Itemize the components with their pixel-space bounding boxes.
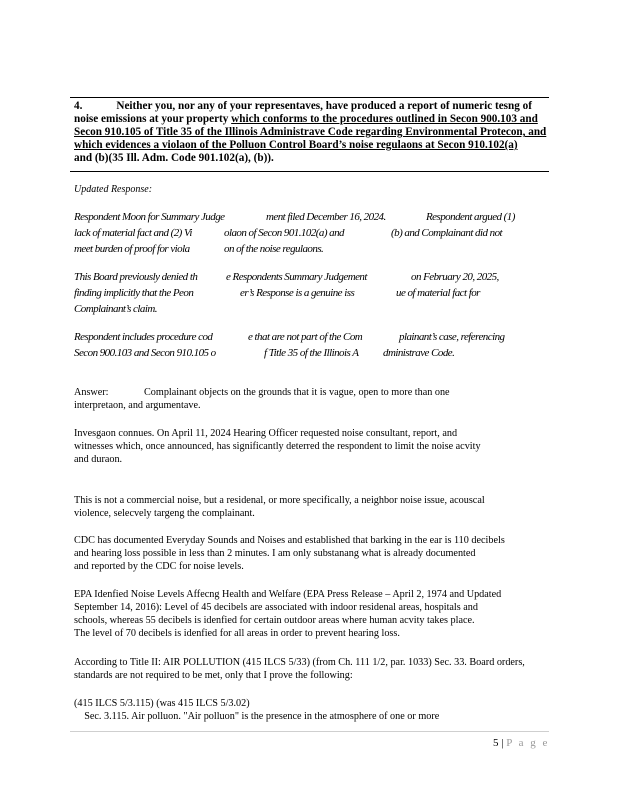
updated-row: This Board previously denied th <box>74 271 198 283</box>
updated-row: f Title 35 of the Illinois A <box>264 347 359 359</box>
page-footer <box>493 737 549 749</box>
updated-row: (b) and Complainant did not <box>391 227 503 239</box>
updated-row: Secon 900.103 and Secon 910.105 o <box>74 347 216 359</box>
question-line-4: which evidences a violaon of the Polluon Control Board’s noise regulaons at Secon 910.102(a) <box>74 139 518 151</box>
footer-separator: | <box>498 737 507 749</box>
question-number: 4. <box>74 100 83 112</box>
updated-response-block <box>74 209 544 369</box>
updated-row: meet burden of proof for viola <box>74 243 190 255</box>
question-line-3a: Secon 910.105 of Title 35 of the Illinois Administrave Code <box>74 126 353 138</box>
updated-row: dministrave Code. <box>383 347 455 359</box>
question-line-1: Neither you, nor any of your representaves, have produced a report of numeric tesng of <box>116 100 532 112</box>
updated-row: ment filed December 16, 2024. <box>266 211 386 223</box>
top-rule <box>70 97 549 98</box>
updated-row: e Respondents Summary Judgement <box>226 271 367 283</box>
footer-rule <box>70 731 549 732</box>
updated-row: Respondent Moon for Summary Judge <box>74 211 225 223</box>
updated-row: Respondent argued (1) <box>426 211 515 223</box>
question-line-2a: noise emissions at your property <box>74 113 232 125</box>
answer-block <box>74 386 554 416</box>
question-line-5: and (b)(35 Ill. Adm. Code 901.102(a), (b)). <box>74 152 274 164</box>
updated-row: e that are not part of the Com <box>248 331 363 343</box>
page-number: 5 <box>493 737 499 749</box>
updated-row: Respondent includes procedure cod <box>74 331 213 343</box>
bottom-rule <box>70 171 549 172</box>
page-word: P a g e <box>506 737 550 749</box>
updated-row: lack of material fact and (2) Vi <box>74 227 192 239</box>
updated-row: on of the noise regulaons. <box>224 243 324 255</box>
answer-label: Answer: <box>74 387 109 398</box>
updated-row: ue of material fact for <box>396 287 480 299</box>
updated-response-label: Updated Response: <box>74 184 153 195</box>
answer-line-2: interpretaon, and argumentave. <box>74 400 201 411</box>
updated-row: Complainant’s claim. <box>74 303 157 315</box>
question-line-2b: which conforms to the procedures outlined in Secon 900.103 and <box>231 113 538 125</box>
question-line-3b: regarding Environmental Protecon, and <box>352 126 547 138</box>
updated-row: on February 20, 2025, <box>411 271 499 283</box>
updated-row: er’s Response is a genuine iss <box>240 287 355 299</box>
answer-line-1: Complainant objects on the grounds that it is vague, open to more than one <box>144 387 450 398</box>
document-page: 4. Neither you, nor any of your representaves, have produced a report of numeric tesng of noise emissions at your property which conforms to the procedures outlined in Secon 900.103 and Secon 910.105 of Title 35 of the Illinois Administrave Code regarding Environmental Protecon, and which evidences a violaon of the Polluon Control Board’s noise regulaons at Secon 910.102(a) and (b)(35 Ill. Adm. Code 901.102(a), (b)). Updated Response: Respondent Moon for Summary Judge ment filed December 16, 2024. Respondent argued (1) lack of material fact and (2) Vi olaon of Secon 901.102(a) and (b) and Complainant did not meet burden of proof for viola on of the noise regulaons. This Board previously denied th e Respondents Summary Judgement on February 20, 2025, finding implicitly that the Peon er’s Response is a genuine iss ue of material fact for Complainant’s claim. Respondent includes procedure cod e that are not part of the Com plainant’s case, referencing Secon 900.103 and Secon 910.105 o f Title 35 of the Illinois A dministrave Code. Answer: Complainant objects on the grounds that it is vague, open to more than one interpretaon, and argumentave. Invesgaon connues. On April 11, 2024 Hearing Officer requested noise consultant, report, and witnesses which, once announced, has significantly deterred the respondent to limit the noise acvity and duraon. This is not a commercial noise, but a residenal, or more specifically, a neighbor noise issue, acouscal violence, selecvely targeng the complainant. CDC has documented Everyday Sounds and Noises and established that barking in the ear is 110 decibels and hearing loss possible in less than 2 minutes. I am only substanang what is already documented and reported by the CDC for noise levels. EPA Idenfied Noise Levels Affecng Health and Welfare (EPA Press Release – April 2, 1974 and Updated September 14, 2016): Level of 45 decibels are associated with indoor residenal areas, hospitals and schools, whereas 55 decibels is idenfied for certain outdoor areas where human acvity takes place. The level of 70 decibels is idenfied for all areas in order to prevent hearing loss. According to Title II: AIR POLLUTION (415 ILCS 5/33) (from Ch. 111 1/2, par. 1033) Sec. 33. Board orders, standards are not required to be met, only that I prove the following: (415 ILCS 5/3.115) (was 415 ILCS 5/3.02) Sec. 3.115. Air polluon. "Air polluon" is the presence in the atmosphere of one or more 5 | P a g e <box>0 0 618 800</box>
updated-row: olaon of Secon 901.102(a) and <box>224 227 345 239</box>
updated-row: plainant’s case, referencing <box>399 331 505 343</box>
updated-row: finding implicitly that the Peon <box>74 287 194 299</box>
